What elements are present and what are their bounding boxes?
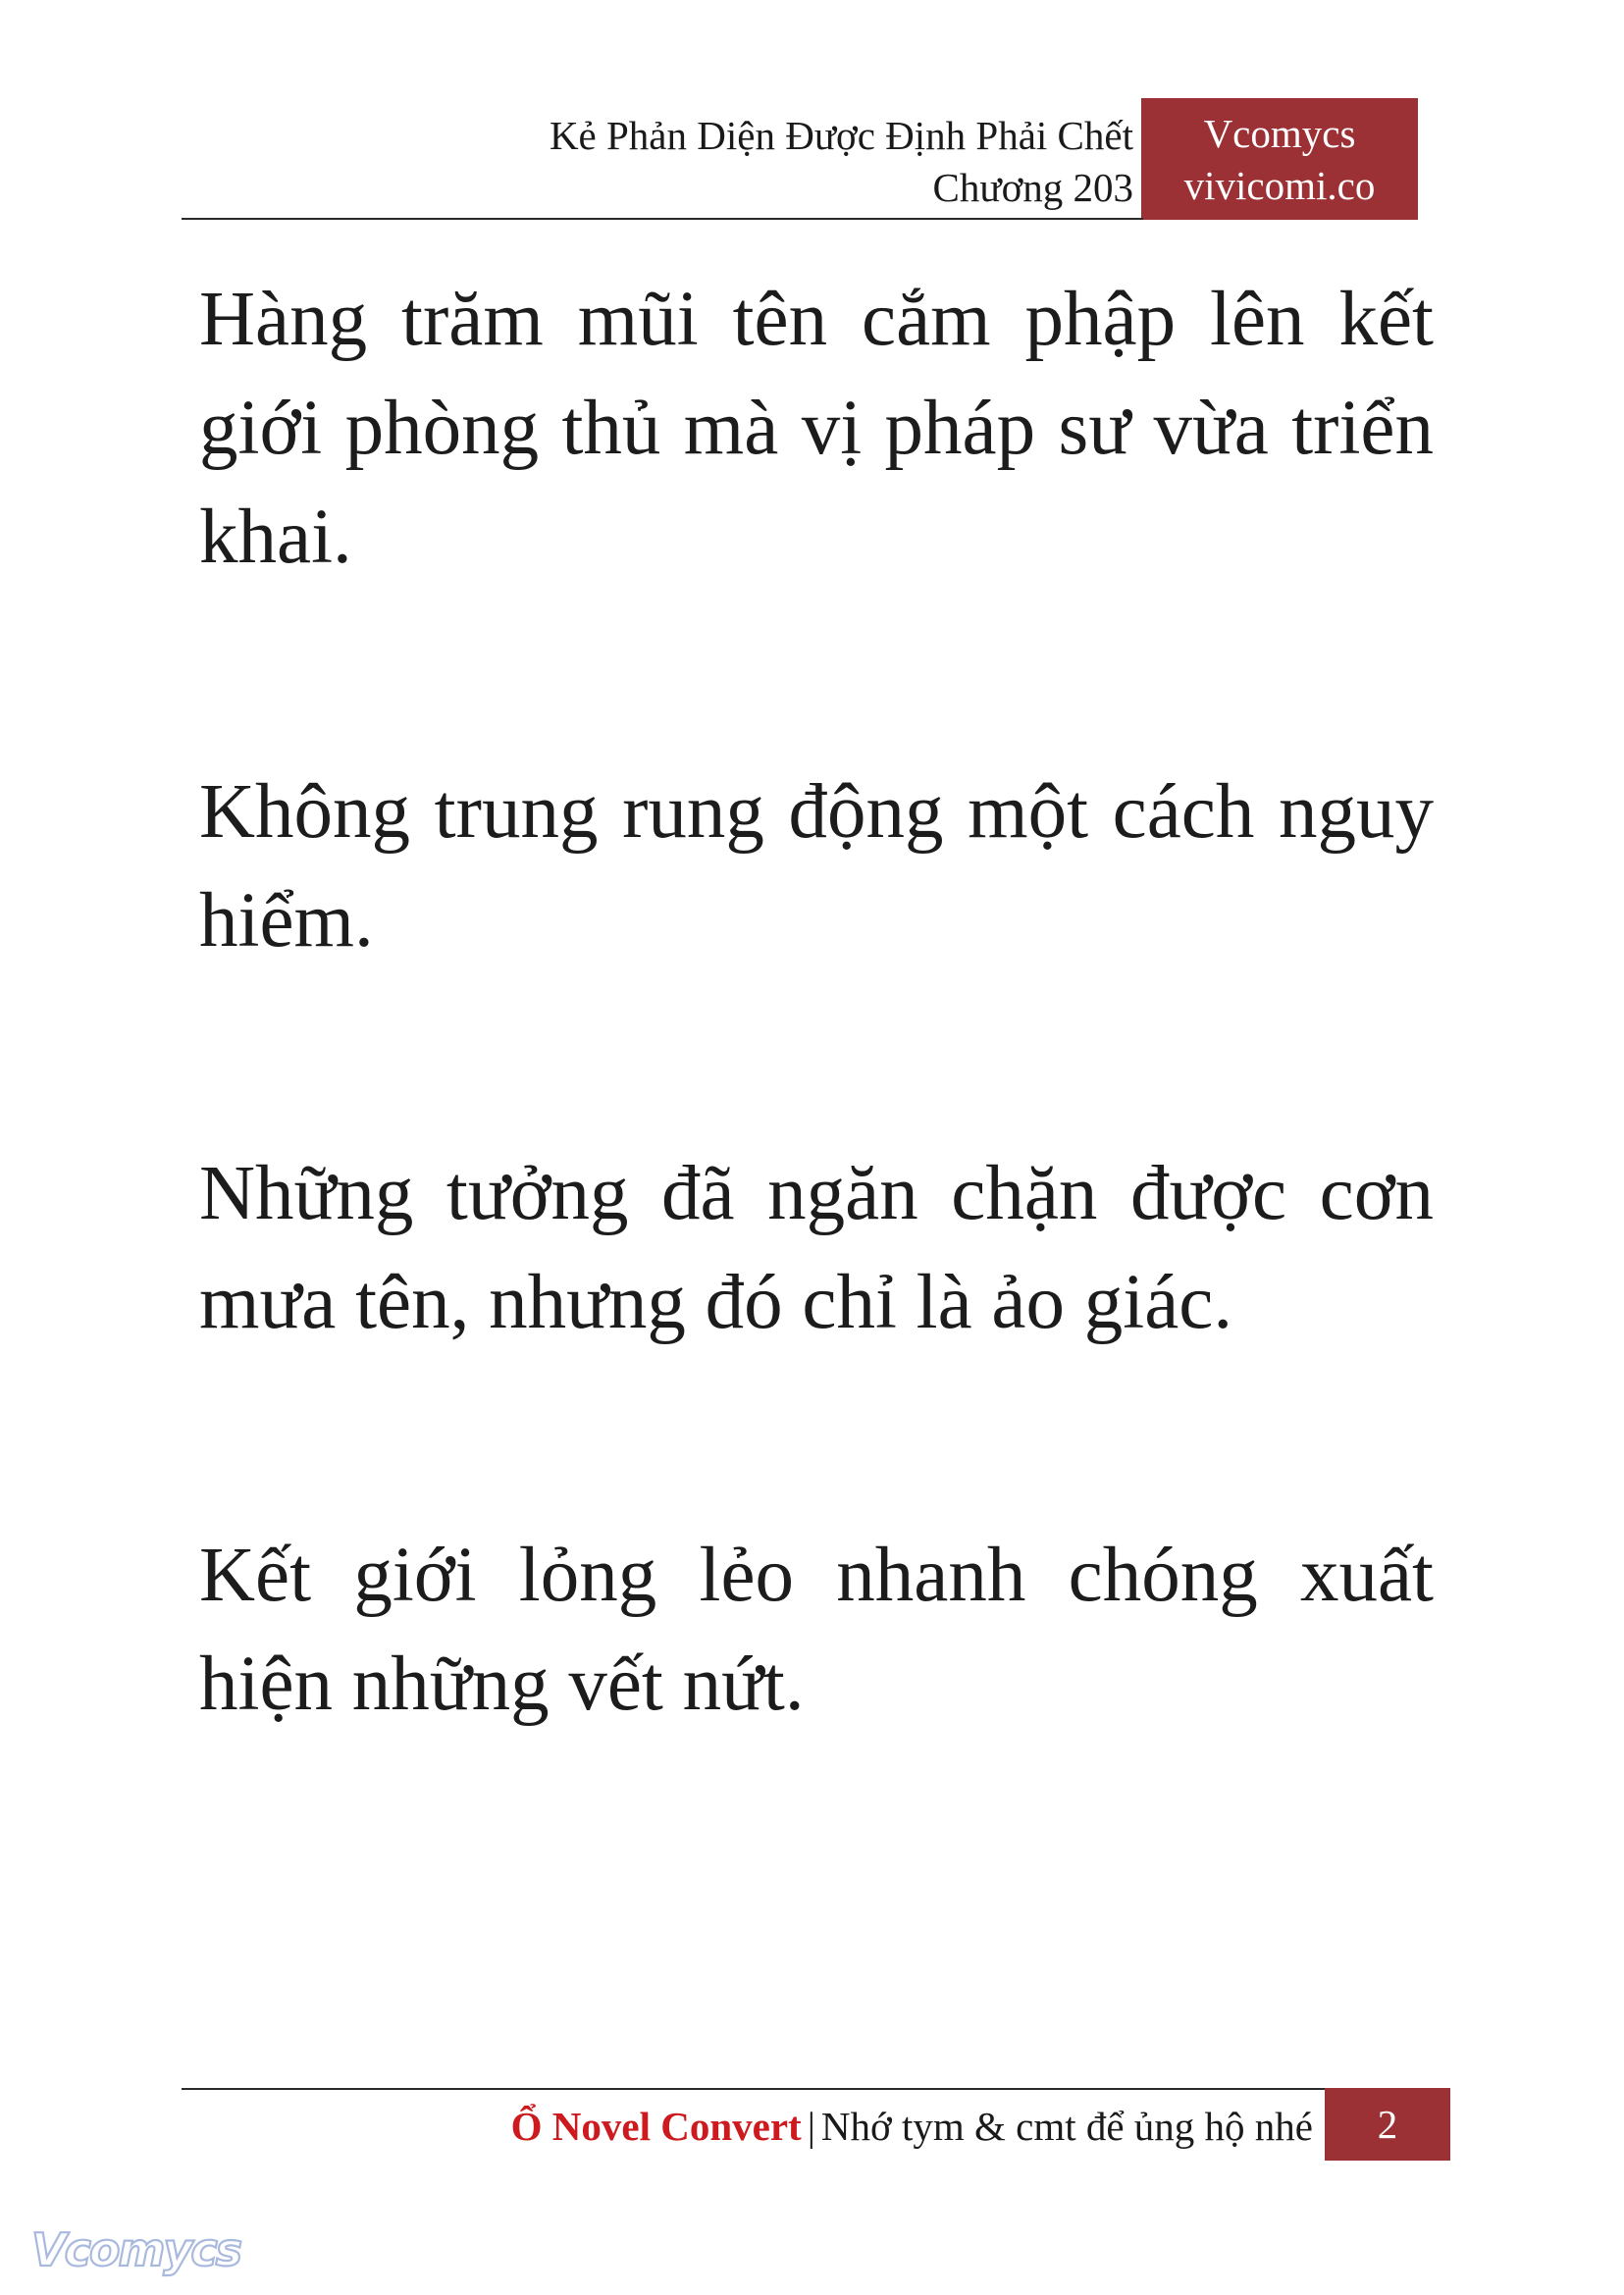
footer-brand: Ổ Novel Convert — [510, 2104, 802, 2149]
watermark-logo-icon — [29, 2222, 255, 2281]
paragraph: Kết giới lỏng lẻo nhanh chóng xuất hiện những vết nứt. — [199, 1533, 1434, 1727]
book-title: Kẻ Phản Diện Được Định Phải Chết — [549, 113, 1133, 158]
svg-text:Vcomycs: Vcomycs — [31, 2223, 241, 2276]
header-brand-box — [1141, 98, 1418, 220]
paragraph: Những tưởng đã ngăn chặn được cơn mưa tên, nhưng đó chỉ là ảo giác. — [199, 1151, 1434, 1345]
page-number: 2 — [1325, 2088, 1450, 2161]
chapter-label: Chương 203 — [932, 165, 1133, 210]
footer-message: Nhớ tym & cmt để ủng hộ nhé — [820, 2104, 1313, 2149]
brand-name: Vcomycs — [1203, 111, 1356, 156]
footer-divider — [182, 2088, 1330, 2090]
footer-separator: | — [807, 2104, 815, 2149]
header-divider — [182, 218, 1143, 220]
page-footer — [182, 2088, 1450, 2161]
footer-text — [511, 2102, 1313, 2151]
brand-site: vivicomi.co — [1183, 163, 1376, 208]
header-title-block — [550, 110, 1133, 214]
page-header — [182, 98, 1418, 220]
paragraph: Không trung rung động một cách nguy hiểm. — [199, 769, 1434, 964]
paragraph: Hàng trăm mũi tên cắm phập lên kết giới phòng thủ mà vị pháp sư vừa triển khai. — [199, 277, 1434, 580]
vcomycs-watermark-logo — [29, 2222, 255, 2281]
